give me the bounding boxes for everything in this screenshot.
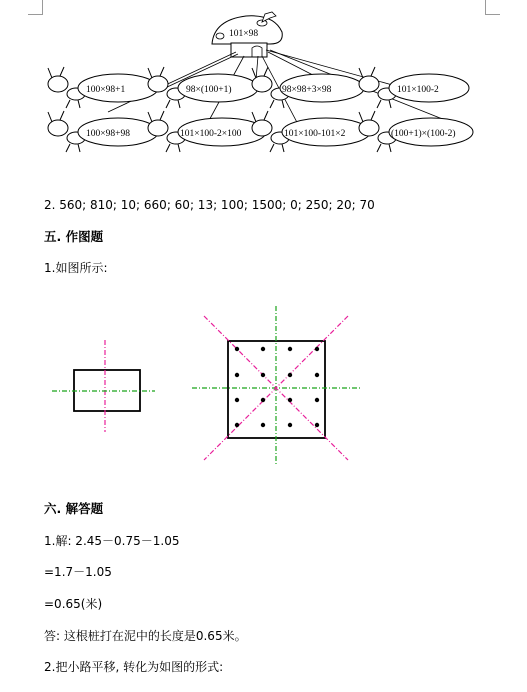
- solution-line-1: 1.解: 2.45－0.75－1.05: [44, 534, 180, 548]
- rectangle-figure: [52, 340, 155, 432]
- ant-7-label: 101×100-101×2: [284, 129, 346, 139]
- ant-matching-figure: [0, 0, 527, 175]
- question-2-text: 2.把小路平移, 转化为如图的形式:: [44, 660, 224, 674]
- mushroom-house: [212, 12, 282, 57]
- ant-5-label: 100×98+98: [86, 129, 130, 139]
- mushroom-label: 101×98: [229, 29, 259, 39]
- symmetry-figure: [0, 300, 527, 470]
- solution-line-2: =1.7－1.05: [44, 565, 112, 579]
- section-5-item-1: 1.如图所示:: [44, 261, 108, 275]
- ant-1: [48, 67, 158, 108]
- square-figure: [192, 306, 361, 464]
- ant-5: [48, 111, 158, 152]
- ant-2-label: 98×(100+1): [186, 85, 232, 95]
- answer-2-line: 2. 560; 810; 10; 660; 60; 13; 100; 1500; 0; 250; 20; 70: [44, 198, 375, 212]
- ant-8-label: (100+1)×(100-2): [391, 129, 456, 139]
- section-6-title: 六. 解答题: [44, 501, 104, 516]
- solution-answer: 答: 这根桩打在泥中的长度是0.65米。: [44, 629, 247, 643]
- ant-6: [148, 111, 266, 152]
- ant-3-label: 98×98+3×98: [282, 85, 332, 95]
- ant-7: [252, 111, 370, 152]
- ant-6-label: 101×100-2×100: [180, 129, 242, 139]
- ant-4: [359, 67, 469, 108]
- ant-8: [359, 111, 473, 152]
- ant-3: [252, 67, 364, 108]
- ant-2: [148, 67, 258, 108]
- section-5-title: 五. 作图题: [44, 229, 104, 244]
- ant-4-label: 101×100-2: [397, 85, 439, 95]
- solution-line-3: =0.65(米): [44, 597, 103, 611]
- ant-1-label: 100×98+1: [86, 85, 126, 95]
